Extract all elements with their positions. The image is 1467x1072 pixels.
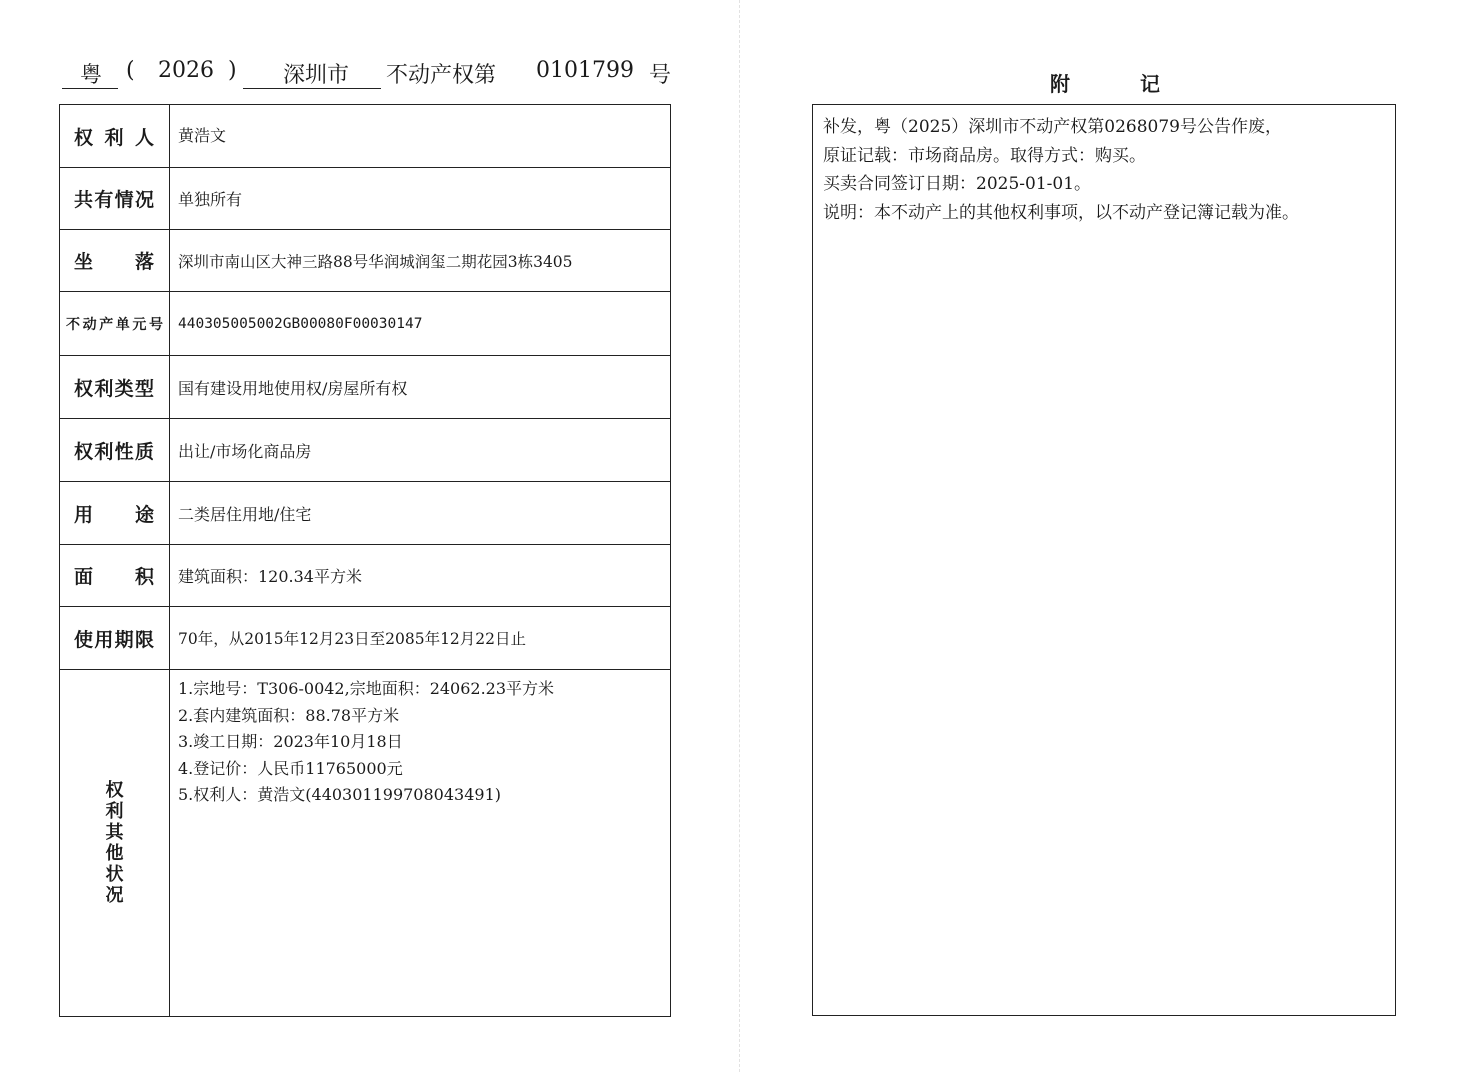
table-row: [60, 607, 671, 670]
value-term: 70年，从2015年12月23日至2085年12月22日止: [170, 607, 671, 670]
certificate-header: [62, 52, 677, 92]
note-line: 买卖合同签订日期：2025-01-01。: [823, 174, 1092, 194]
value-area: 建筑面积：120.34平方米: [170, 545, 671, 607]
label-co-ownership: 共有情况: [60, 168, 170, 230]
page-fold-line: [739, 0, 740, 1072]
table-row: [60, 545, 671, 607]
label-location: 坐落: [60, 230, 170, 292]
value-right-type: 国有建设用地使用权/房屋所有权: [170, 356, 671, 419]
table-row: [60, 356, 671, 419]
other-line: 1.宗地号：T306-0042,宗地面积：24062.23平方米: [178, 679, 555, 698]
value-location: 深圳市南山区大神三路88号华润城润玺二期花园3栋3405: [170, 230, 671, 292]
province-underline: [62, 88, 118, 89]
property-register-table: [59, 104, 671, 1017]
cert-suffix: 号: [649, 63, 672, 88]
label-right-holder: 权利人: [60, 105, 170, 168]
cert-number: 0101799: [536, 58, 634, 83]
table-row: [60, 670, 671, 1017]
table-row: [60, 105, 671, 168]
notes-title: 附记: [1050, 72, 1160, 96]
value-co-ownership: 单独所有: [170, 168, 671, 230]
label-area: 面积: [60, 545, 170, 607]
other-line: 4.登记价：人民币11765000元: [178, 758, 403, 778]
table-row: [60, 230, 671, 292]
label-other-conditions: 权利其他状况: [60, 670, 170, 1017]
note-line: 说明：本不动产上的其他权利事项，以不动产登记簿记载为准。: [823, 202, 1299, 223]
paren-open: (: [126, 58, 135, 83]
province-char: 粤: [80, 63, 103, 88]
other-line: 2.套内建筑面积：88.78平方米: [178, 705, 400, 725]
cert-prefix: 不动产权第: [386, 63, 497, 88]
cert-city: 深圳市: [283, 63, 350, 88]
table-row: [60, 482, 671, 545]
value-unit-number: 440305005002GB00080F00030147: [170, 292, 671, 356]
label-right-type: 权利类型: [60, 356, 170, 419]
paren-close: ): [228, 58, 237, 83]
value-right-holder: 黄浩文: [170, 105, 671, 168]
table-row: [60, 292, 671, 356]
other-line: 5.权利人：黄浩文(440301199708043491): [178, 785, 501, 804]
label-term: 使用期限: [60, 607, 170, 670]
note-line: 补发，粤（2025）深圳市不动产权第0268079号公告作废，: [823, 117, 1282, 137]
value-other-conditions: [170, 670, 671, 1017]
table-row: [60, 168, 671, 230]
label-usage: 用途: [60, 482, 170, 545]
label-unit-number: 不动产单元号: [60, 292, 170, 356]
notes-box: [812, 104, 1396, 1016]
note-line: 原证记载：市场商品房。取得方式：购买。: [823, 145, 1146, 166]
label-right-nature: 权利性质: [60, 419, 170, 482]
cert-year: 2026: [158, 58, 214, 83]
value-usage: 二类居住用地/住宅: [170, 482, 671, 545]
value-right-nature: 出让/市场化商品房: [170, 419, 671, 482]
table-row: [60, 419, 671, 482]
other-line: 3.竣工日期：2023年10月18日: [178, 732, 403, 751]
